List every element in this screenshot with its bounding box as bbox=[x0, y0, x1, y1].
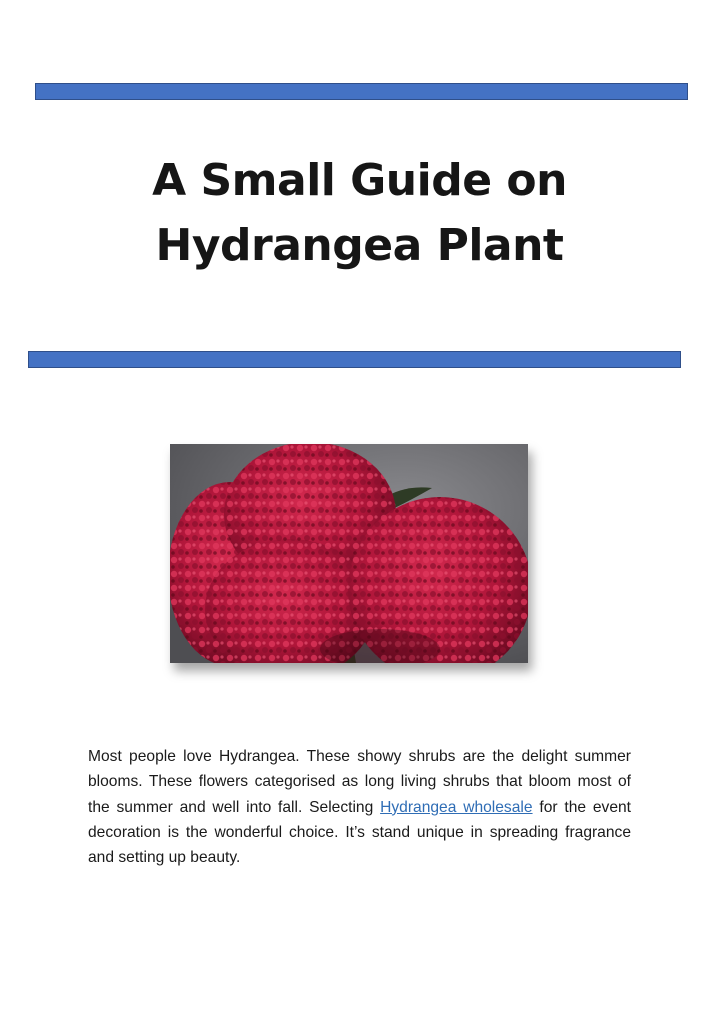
intro-paragraph bbox=[88, 744, 631, 870]
paragraph-text-start: Most people love Hydrangea. These showy shrubs are the delight summer blooms. These flowers categorised as long living shrubs that bloom most of the summer and well into fall. Selecting bbox=[88, 748, 631, 816]
title-line-1: A Small Guide on bbox=[152, 155, 567, 206]
title-line-2: Hydrangea Plant bbox=[155, 220, 564, 271]
hydrangea-wholesale-link[interactable]: Hydrangea wholesale bbox=[380, 798, 533, 816]
hydrangea-photo bbox=[170, 444, 528, 663]
page-title bbox=[0, 148, 719, 278]
paragraph-text-end: for the event decoration is the wonderful choice. It’s stand unique in spreading fragrance and setting up beauty. bbox=[88, 798, 631, 867]
top-accent-bar bbox=[35, 83, 688, 100]
bottom-accent-bar bbox=[28, 351, 681, 368]
